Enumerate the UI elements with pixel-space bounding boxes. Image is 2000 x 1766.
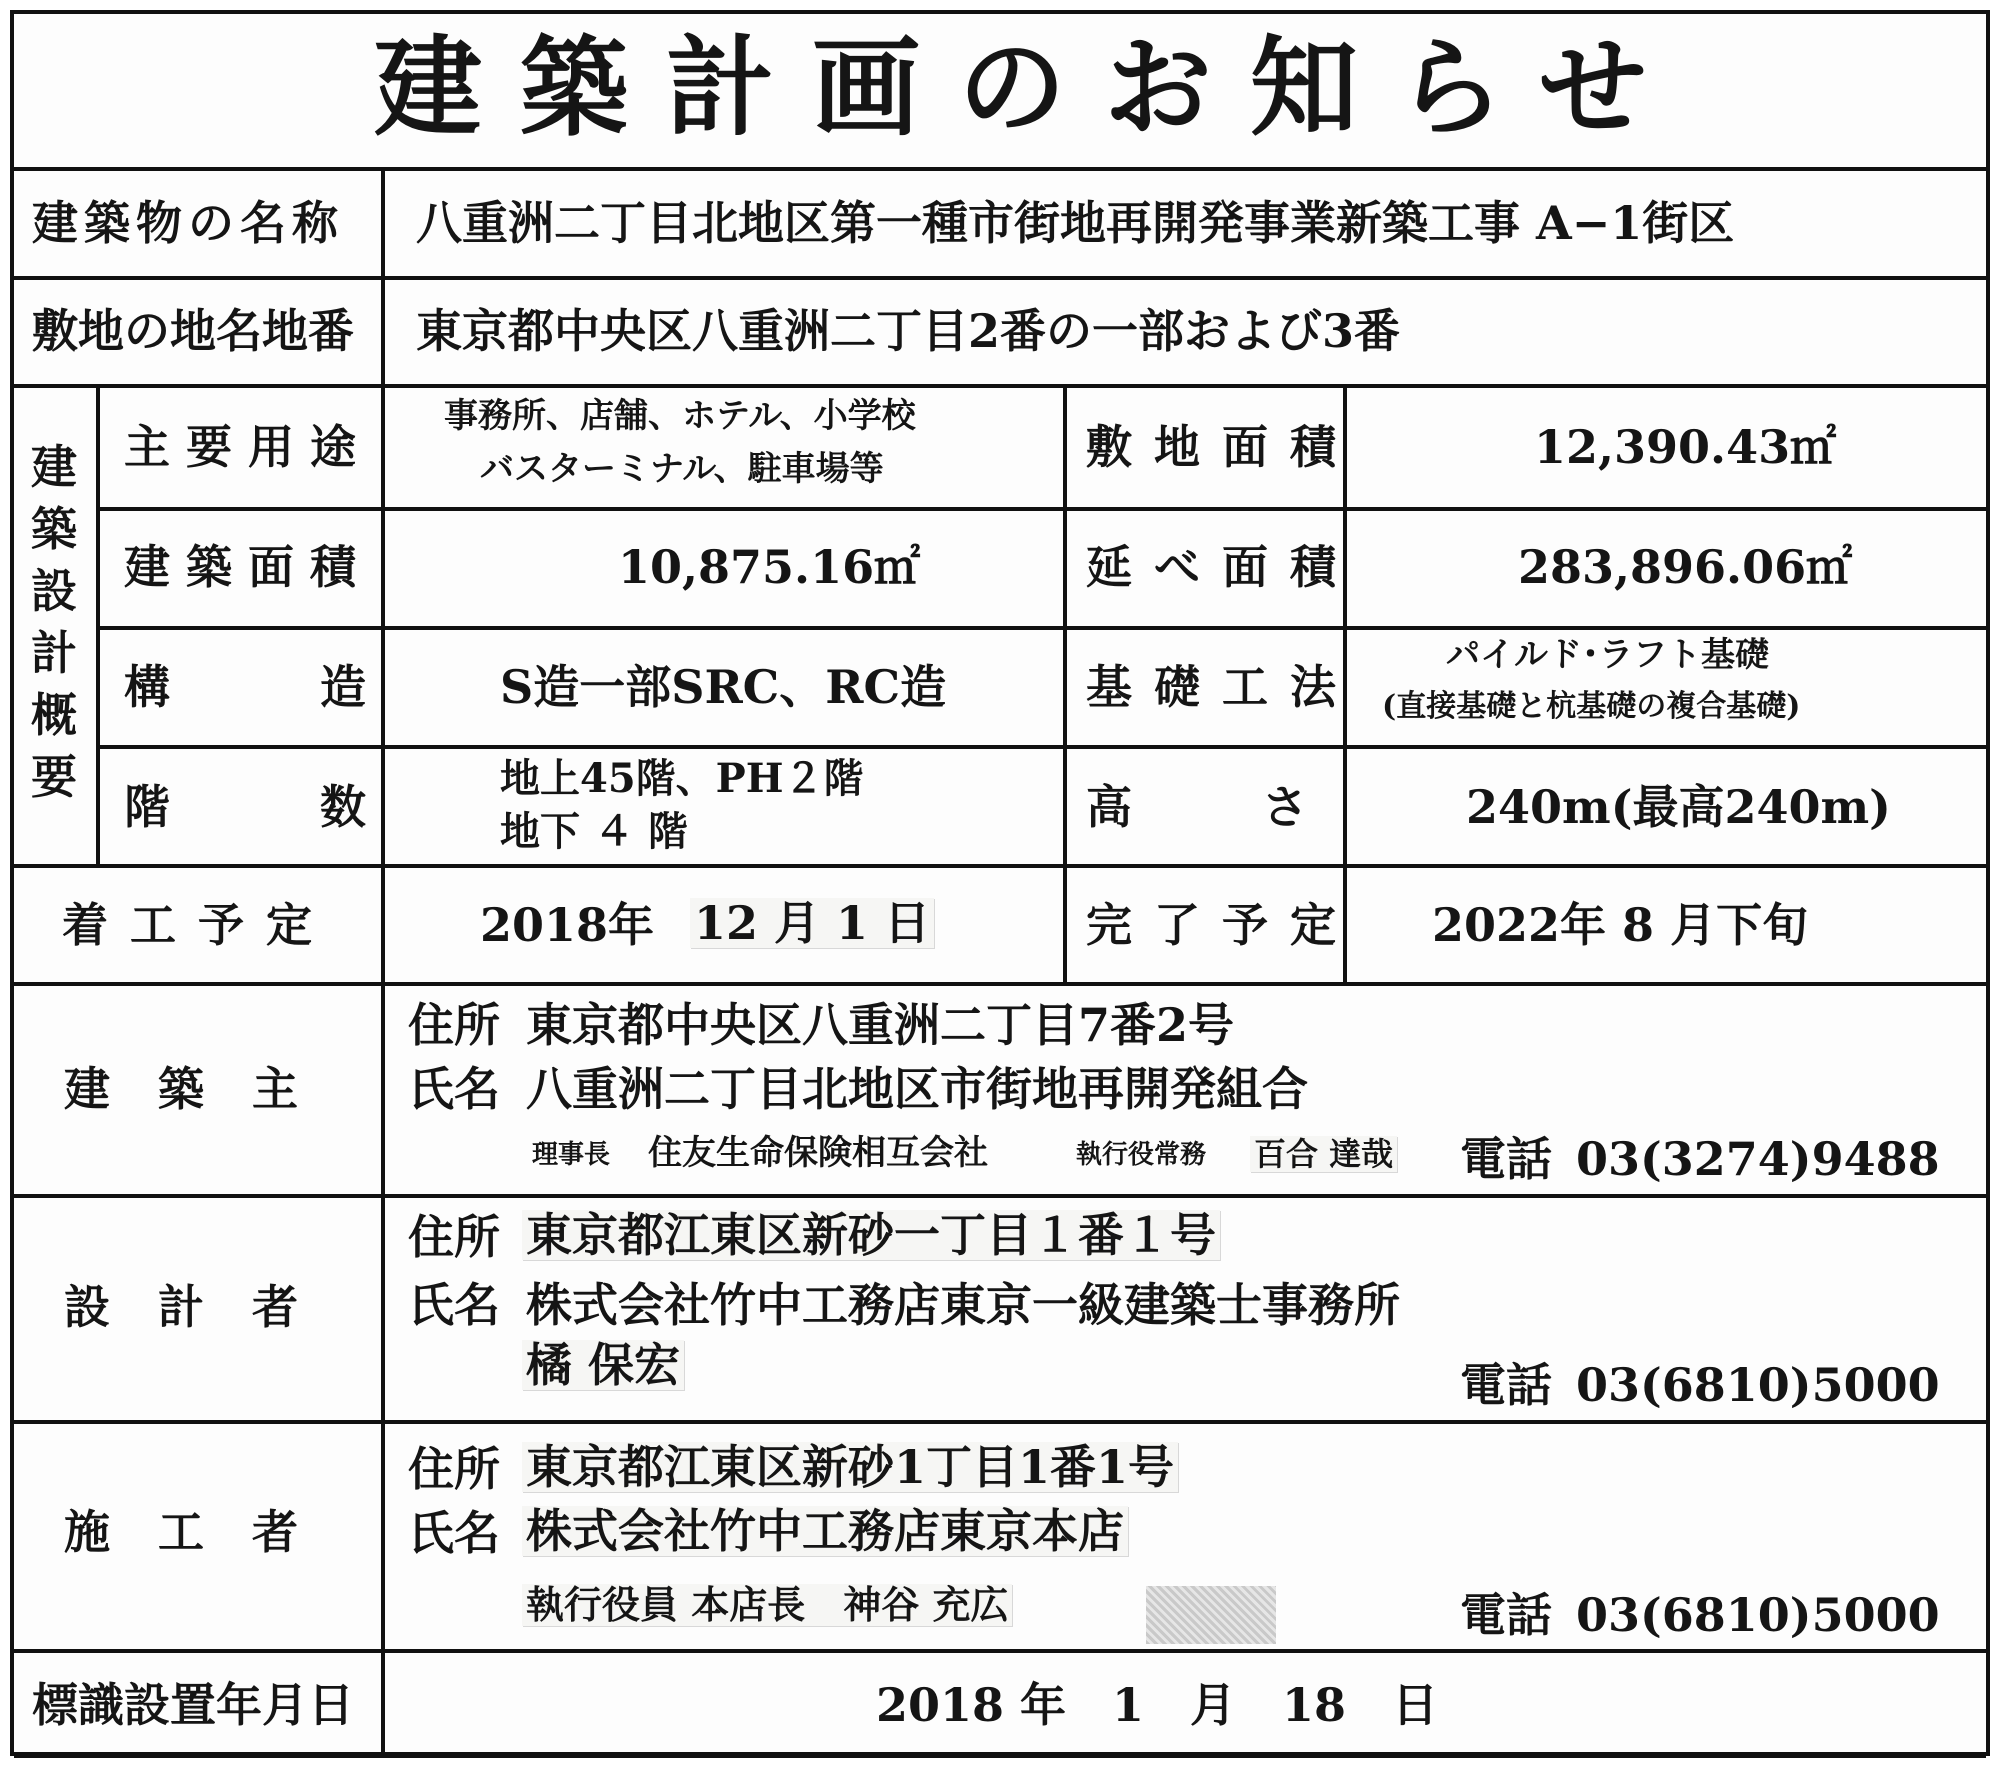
total-floor-area-value: 283,896.06㎡ — [1518, 540, 1853, 594]
owner-label: 建築主 — [64, 1062, 346, 1116]
rule — [14, 982, 1986, 986]
start-year: 2018年 — [480, 898, 655, 952]
foundation-line1: パイルド･ラフト基礎 — [1446, 635, 1769, 675]
seal-stamp — [1146, 1586, 1276, 1644]
site-area-label: 敷地面積 — [1086, 420, 1358, 474]
rule — [14, 864, 1986, 868]
contractor-officer: 執行役員 本店長 神谷 充広 — [522, 1584, 1012, 1626]
design-overview-label: 建築設計概要 — [31, 440, 77, 804]
site-address-value: 東京都中央区八重洲二丁目2番の一部および3番 — [416, 304, 1401, 358]
owner-phone: 03(3274)9488 — [1576, 1132, 1940, 1186]
main-use-label: 主要用途 — [124, 420, 372, 474]
rule — [96, 626, 1986, 630]
foundation-label: 基礎工法 — [1086, 660, 1358, 714]
building-area-label: 建築面積 — [124, 540, 372, 594]
building-name-value: 八重洲二丁目北地区第一種市街地再開発事業新築工事 A−1街区 — [416, 196, 1735, 250]
sign-date-value: 2018 年 1 月 18 日 — [876, 1678, 1439, 1732]
floors-line2: 地下 ４ 階 — [500, 808, 688, 855]
rule — [96, 507, 1986, 511]
foundation-line2: (直接基礎と杭基礎の複合基礎) — [1382, 689, 1801, 724]
designer-label: 設計者 — [64, 1280, 346, 1334]
owner-address-label: 住所 — [408, 998, 500, 1052]
start-date: 12 月 1 日 — [690, 898, 934, 948]
rule — [96, 384, 100, 864]
rule — [14, 167, 1986, 171]
owner-address: 東京都中央区八重洲二丁目7番2号 — [526, 998, 1235, 1052]
site-address-label: 敷地の地名地番 — [32, 304, 354, 358]
designer-name-label: 氏名 — [408, 1278, 500, 1332]
total-floor-area-label: 延べ面積 — [1086, 540, 1358, 594]
end-label: 完了予定 — [1086, 898, 1358, 952]
owner-officer-title: 執行役常務 — [1076, 1140, 1207, 1170]
height-value: 240m(最高240m) — [1466, 780, 1891, 834]
building-name-label: 建築物の名称 — [32, 196, 344, 250]
rule — [14, 384, 1986, 388]
contractor-name-label: 氏名 — [408, 1506, 500, 1560]
rule — [14, 1420, 1986, 1424]
contractor-name: 株式会社竹中工務店東京本店 — [522, 1506, 1128, 1556]
owner-chair-org: 住友生命保険相互会社 — [648, 1133, 988, 1173]
end-value: 2022年 8 月下旬 — [1432, 898, 1809, 952]
contractor-address: 東京都江東区新砂1丁目1番1号 — [522, 1442, 1178, 1492]
main-use-line1: 事務所、店舗、ホテル、小学校 — [444, 396, 916, 436]
rule — [14, 276, 1986, 280]
rule — [14, 1194, 1986, 1198]
designer-address: 東京都江東区新砂一丁目１番１号 — [522, 1210, 1220, 1260]
designer-name: 株式会社竹中工務店東京一級建築士事務所 — [526, 1278, 1400, 1332]
owner-name: 八重洲二丁目北地区市街地再開発組合 — [526, 1062, 1308, 1116]
contractor-address-label: 住所 — [408, 1442, 500, 1496]
sign-date-label: 標識設置年月日 — [32, 1678, 354, 1732]
notice-board — [10, 10, 1990, 1756]
rule — [1063, 384, 1067, 982]
structure-value: S造一部SRC、RC造 — [500, 660, 947, 714]
contractor-phone: 03(6810)5000 — [1576, 1588, 1940, 1642]
main-use-line2: バスターミナル、駐車場等 — [480, 449, 884, 489]
rule — [14, 1754, 1986, 1758]
designer-person: 橘 保宏 — [522, 1340, 684, 1390]
owner-phone-label: 電話 — [1460, 1132, 1552, 1186]
rule — [14, 1649, 1986, 1653]
designer-phone: 03(6810)5000 — [1576, 1358, 1940, 1412]
designer-phone-label: 電話 — [1460, 1358, 1552, 1412]
owner-name-label: 氏名 — [408, 1062, 500, 1116]
building-area-value: 10,875.16㎡ — [618, 540, 921, 594]
rule — [96, 745, 1986, 749]
designer-address-label: 住所 — [408, 1210, 500, 1264]
start-label: 着工予定 — [62, 898, 334, 952]
contractor-label: 施工者 — [64, 1505, 346, 1559]
owner-officer-name: 百合 達哉 — [1250, 1136, 1397, 1172]
height-label: 高さ — [1086, 780, 1438, 834]
rule — [381, 167, 385, 1758]
page-title: 建築計画のお知らせ — [374, 25, 1685, 151]
owner-chair-title: 理事長 — [532, 1140, 611, 1170]
floors-line1: 地上45階、PH２階 — [500, 755, 864, 802]
floors-label: 階数 — [124, 780, 516, 834]
contractor-phone-label: 電話 — [1460, 1588, 1552, 1642]
structure-label: 構造 — [124, 660, 516, 714]
site-area-value: 12,390.43㎡ — [1534, 420, 1837, 474]
